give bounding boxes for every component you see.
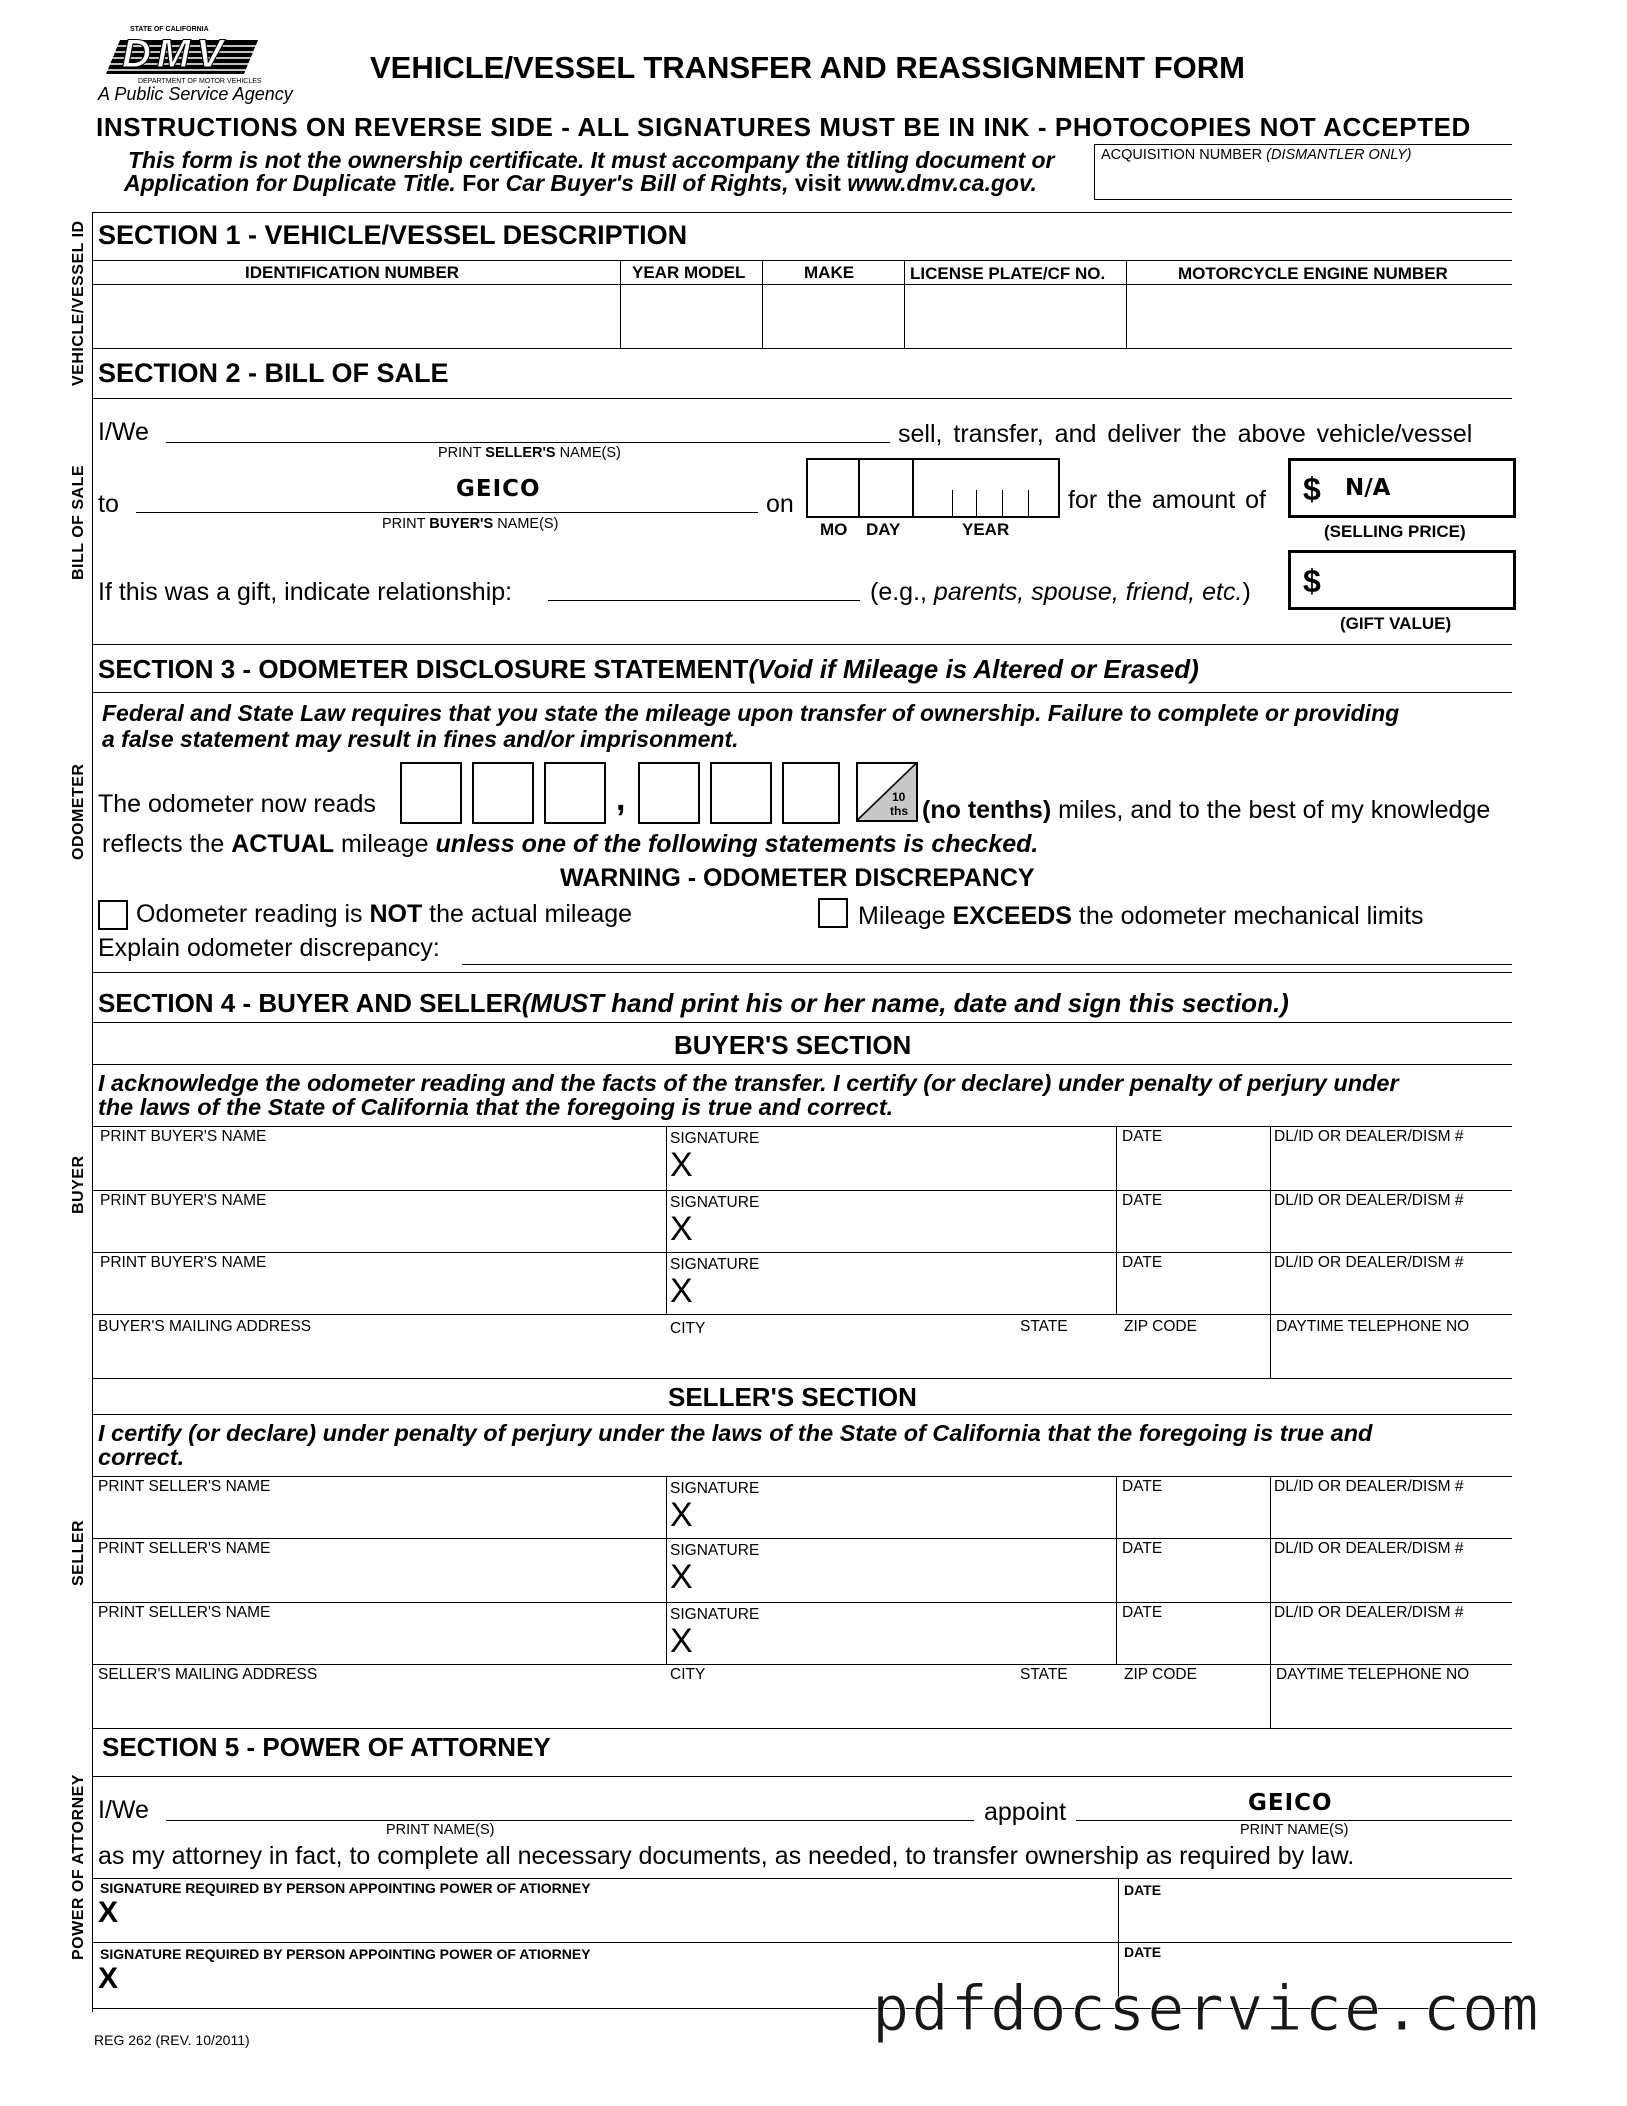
note-duplicate-title: Application for Duplicate Title. bbox=[124, 170, 456, 196]
zip-label: ZIP CODE bbox=[1124, 1318, 1197, 1335]
rule bbox=[92, 692, 1512, 693]
dl-label: DL/ID OR DEALER/DISM # bbox=[1274, 1604, 1464, 1621]
buyer-cert-line1: I acknowledge the odometer reading and the facts of the transfer. I certify (or declare) under penalty of perjury under bbox=[98, 1070, 1399, 1096]
odometer-digit-box[interactable] bbox=[472, 762, 534, 824]
opt2-b: EXCEEDS bbox=[952, 902, 1072, 930]
reflects-a: reflects the bbox=[102, 830, 232, 858]
exceeds-limits-label bbox=[858, 902, 1424, 931]
motorcycle-engine-input[interactable] bbox=[1128, 286, 1512, 346]
dl-label: DL/ID OR DEALER/DISM # bbox=[1274, 1128, 1464, 1145]
print-buyer-name-label: PRINT BUYER'S NAME bbox=[100, 1192, 267, 1209]
for-amount-text: for the amount of bbox=[1068, 486, 1267, 514]
ownership-note-1: This form is not the ownership certificate. It must accompany the titling document or bbox=[128, 147, 1055, 173]
rule bbox=[92, 1664, 1512, 1665]
section3-title bbox=[98, 654, 1199, 685]
sale-date-field[interactable] bbox=[806, 458, 1060, 518]
appointee-line[interactable] bbox=[1076, 1820, 1512, 1821]
ps-a: PRINT bbox=[438, 445, 486, 461]
col-divider bbox=[1116, 1476, 1117, 1664]
dl-label: DL/ID OR DEALER/DISM # bbox=[1274, 1192, 1464, 1209]
signature-label: SIGNATURE bbox=[670, 1130, 760, 1147]
odometer-warning: WARNING - ODOMETER DISCREPANCY bbox=[560, 864, 1035, 892]
signature-x: X bbox=[670, 1210, 693, 1248]
dollar-sign: $ bbox=[1303, 471, 1321, 507]
acquisition-label bbox=[1101, 147, 1411, 163]
selling-price-box[interactable] bbox=[1288, 458, 1516, 518]
rule bbox=[92, 644, 1512, 645]
opt1-b: NOT bbox=[369, 900, 423, 928]
poa-sig-label: SIGNATURE REQUIRED BY PERSON APPOINTING POWER OF ATIORNEY bbox=[100, 1880, 591, 1896]
odometer-digit-boxes[interactable] bbox=[400, 762, 840, 824]
odometer-digit-box[interactable] bbox=[782, 762, 840, 824]
side-label-vehicle: VEHICLE/VESSEL ID bbox=[70, 220, 87, 386]
poa-date-label: DATE bbox=[1124, 1882, 1162, 1898]
signature-x: X bbox=[670, 1558, 693, 1596]
gift-relationship-line[interactable] bbox=[548, 600, 860, 601]
signature-label: SIGNATURE bbox=[670, 1256, 760, 1273]
signature-label: SIGNATURE bbox=[670, 1542, 760, 1559]
rule bbox=[92, 348, 1512, 349]
opt1-a: Odometer reading is bbox=[136, 900, 370, 928]
tenths-top: 10 bbox=[892, 790, 906, 804]
section1-title: SECTION 1 - VEHICLE/VESSEL DESCRIPTION bbox=[98, 220, 688, 250]
no-tenths: (no tenths) bbox=[922, 796, 1052, 824]
opt2-a: Mileage bbox=[858, 902, 953, 930]
opt2-c: the odometer mechanical limits bbox=[1071, 902, 1424, 930]
col-make: MAKE bbox=[804, 263, 855, 282]
gift-example-text bbox=[870, 578, 1251, 607]
exceeds-limits-checkbox[interactable] bbox=[818, 898, 848, 928]
year-tick bbox=[976, 490, 977, 518]
signature-x: X bbox=[670, 1496, 693, 1534]
eg-c: ) bbox=[1242, 578, 1251, 606]
signature-x: X bbox=[670, 1146, 693, 1184]
poa-signature-x: X bbox=[98, 1896, 119, 1929]
rule bbox=[92, 1942, 1512, 1943]
side-label-buyer: BUYER bbox=[70, 1155, 87, 1214]
odometer-digit-box[interactable] bbox=[400, 762, 462, 824]
col-divider bbox=[762, 260, 763, 348]
signature-x: X bbox=[670, 1272, 693, 1310]
signature-label: SIGNATURE bbox=[670, 1480, 760, 1497]
rule bbox=[92, 260, 1512, 261]
date-label: DATE bbox=[1122, 1478, 1163, 1495]
instructions-line: INSTRUCTIONS ON REVERSE SIDE - ALL SIGNATURES MUST BE IN INK - PHOTOCOPIES NOT ACCEPTED bbox=[96, 112, 1471, 142]
col-divider bbox=[904, 260, 905, 348]
miles-knowledge-text bbox=[922, 796, 1490, 825]
note-bill-rights: Car Buyer's Bill of Rights, bbox=[505, 170, 789, 196]
not-actual-mileage-label bbox=[136, 900, 632, 929]
col-motorcycle-engine: MOTORCYCLE ENGINE NUMBER bbox=[1178, 264, 1448, 283]
logo-text: DMV bbox=[122, 32, 229, 76]
opt1-c: the actual mileage bbox=[422, 900, 633, 928]
seller-address-label: SELLER'S MAILING ADDRESS bbox=[98, 1666, 318, 1683]
attorney-in-fact-text: as my attorney in fact, to complete all necessary documents, as needed, to transfer ownership as required by law. bbox=[98, 1842, 1355, 1870]
date-label: DATE bbox=[1122, 1254, 1163, 1271]
buyer-address-label: BUYER'S MAILING ADDRESS bbox=[98, 1318, 312, 1335]
rule bbox=[92, 1190, 1512, 1191]
seller-cert-line1: I certify (or declare) under penalty of perjury under the laws of the State of California that the foregoing is true and bbox=[98, 1420, 1373, 1446]
dmv-website-link[interactable]: www.dmv.ca.gov. bbox=[847, 170, 1037, 196]
note-visit: visit bbox=[788, 170, 848, 196]
side-label-poa: POWER OF ATTORNEY bbox=[70, 1774, 87, 1960]
print-seller-name-label: PRINT SELLER'S NAME bbox=[98, 1604, 271, 1621]
rule bbox=[92, 1728, 1512, 1729]
rule bbox=[92, 1064, 1512, 1065]
dl-label: DL/ID OR DEALER/DISM # bbox=[1274, 1478, 1464, 1495]
eg-b: parents, spouse, friend, etc. bbox=[933, 578, 1243, 606]
buyers-section-heading: BUYER'S SECTION bbox=[674, 1030, 912, 1060]
print-buyer-label bbox=[382, 516, 558, 532]
state-label: STATE bbox=[1020, 1666, 1068, 1683]
odometer-digit-box[interactable] bbox=[638, 762, 700, 824]
rule bbox=[92, 1378, 1512, 1379]
buyer-name-line[interactable] bbox=[136, 512, 758, 513]
print-buyer-name-label: PRINT BUYER'S NAME bbox=[100, 1128, 267, 1145]
odometer-law-line2: a false statement may result in fines and/or imprisonment. bbox=[102, 726, 739, 752]
license-plate-input[interactable] bbox=[906, 286, 1124, 346]
reflects-d: unless one of the following statements is checked. bbox=[435, 830, 1039, 858]
logo-state-text: STATE OF CALIFORNIA bbox=[130, 26, 209, 33]
reflects-c: mileage bbox=[334, 830, 436, 858]
date-divider bbox=[858, 460, 860, 518]
reflects-text bbox=[102, 830, 1038, 859]
gift-dollar-sign: $ bbox=[1303, 563, 1321, 599]
col-divider bbox=[1116, 1126, 1117, 1314]
print-buyer-name-label: PRINT BUYER'S NAME bbox=[100, 1254, 267, 1271]
odometer-digit-box[interactable] bbox=[710, 762, 772, 824]
to-label: to bbox=[98, 490, 119, 518]
form-title: VEHICLE/VESSEL TRANSFER AND REASSIGNMENT FORM bbox=[370, 50, 1245, 85]
date-label: DATE bbox=[1122, 1604, 1163, 1621]
side-label-bill: BILL OF SALE bbox=[70, 464, 87, 580]
date-label: DATE bbox=[1122, 1540, 1163, 1557]
year-model-input[interactable] bbox=[622, 286, 760, 346]
odometer-law-line1: Federal and State Law requires that you state the mileage upon transfer of ownership. Failure to complete or providing bbox=[102, 700, 1400, 726]
col-year-model: YEAR MODEL bbox=[632, 263, 746, 282]
col-license-plate: LICENSE PLATE/CF NO. bbox=[910, 264, 1106, 283]
pb-c: NAME(S) bbox=[493, 516, 559, 532]
make-input[interactable] bbox=[764, 286, 902, 346]
col-divider bbox=[620, 260, 621, 348]
phone-label: DAYTIME TELEPHONE NO bbox=[1276, 1318, 1470, 1335]
selling-price-label: (SELLING PRICE) bbox=[1324, 522, 1466, 541]
pb-a: PRINT bbox=[382, 516, 430, 532]
print-seller-name-label: PRINT SELLER'S NAME bbox=[98, 1540, 271, 1557]
acquisition-number-field[interactable] bbox=[1094, 144, 1512, 200]
note-for: For bbox=[455, 170, 506, 196]
rule bbox=[92, 1476, 1512, 1477]
iwe-label: I/We bbox=[98, 418, 149, 446]
rule bbox=[92, 1314, 1512, 1315]
ps-b: SELLER'S bbox=[485, 445, 556, 461]
print-seller-name-label: PRINT SELLER'S NAME bbox=[98, 1478, 271, 1495]
year-label: YEAR bbox=[962, 520, 1010, 539]
rule bbox=[92, 1022, 1512, 1023]
acquisition-label-text: ACQUISITION NUMBER bbox=[1101, 147, 1263, 163]
dmv-logo bbox=[98, 26, 268, 88]
odometer-digit-box[interactable] bbox=[544, 762, 606, 824]
rule bbox=[92, 212, 1512, 213]
odometer-reads-text: The odometer now reads bbox=[98, 790, 376, 818]
dl-label: DL/ID OR DEALER/DISM # bbox=[1274, 1540, 1464, 1557]
tenths-box bbox=[856, 762, 918, 822]
section4-title bbox=[98, 988, 1289, 1019]
gift-value-label: (GIFT VALUE) bbox=[1340, 614, 1452, 633]
acquisition-sub: (DISMANTLER ONLY) bbox=[1266, 147, 1412, 163]
mo-label: MO bbox=[820, 520, 848, 539]
print-seller-label bbox=[438, 445, 621, 461]
poa-signature-x: X bbox=[98, 1962, 119, 1995]
s4-title-main: SECTION 4 - BUYER AND SELLER bbox=[98, 988, 522, 1018]
zip-label: ZIP CODE bbox=[1124, 1666, 1197, 1683]
s4-title-italic: (MUST hand print his or her name, date and sign this section.) bbox=[521, 988, 1289, 1018]
col-divider bbox=[1126, 260, 1127, 348]
section5-title: SECTION 5 - POWER OF ATTORNEY bbox=[102, 1732, 551, 1762]
ownership-note-2 bbox=[124, 170, 1037, 197]
state-label: STATE bbox=[1020, 1318, 1068, 1335]
col-divider bbox=[666, 1476, 667, 1664]
rule bbox=[92, 1414, 1512, 1415]
year-tick bbox=[952, 490, 953, 518]
ps-c: NAME(S) bbox=[555, 445, 621, 461]
rule bbox=[92, 1776, 1512, 1777]
logo-dept-text: DEPARTMENT OF MOTOR VEHICLES bbox=[138, 78, 262, 85]
city-label: CITY bbox=[670, 1666, 706, 1683]
rule bbox=[92, 1602, 1512, 1603]
seller-cert-line2: correct. bbox=[98, 1444, 185, 1470]
rule bbox=[92, 398, 1512, 399]
agency-text: A Public Service Agency bbox=[98, 84, 293, 104]
poa-date-label: DATE bbox=[1124, 1944, 1162, 1960]
section2-title: SECTION 2 - BILL OF SALE bbox=[98, 358, 449, 388]
buyer-name-value[interactable]: GEICO bbox=[456, 476, 541, 502]
reflects-b: ACTUAL bbox=[231, 830, 334, 858]
watermark: pdfdocservice.com bbox=[872, 1972, 1541, 2045]
poa-sig-label: SIGNATURE REQUIRED BY PERSON APPOINTING POWER OF ATIORNEY bbox=[100, 1946, 591, 1962]
year-tick bbox=[1002, 490, 1003, 518]
poa-print-names-label-2: PRINT NAME(S) bbox=[1240, 1822, 1349, 1838]
not-actual-mileage-checkbox[interactable] bbox=[98, 900, 128, 930]
poa-iwe-label: I/We bbox=[98, 1796, 149, 1824]
date-divider bbox=[912, 460, 914, 518]
miles-text: miles, and to the best of my knowledge bbox=[1051, 796, 1491, 824]
rule bbox=[92, 284, 1512, 285]
col-identification-number: IDENTIFICATION NUMBER bbox=[245, 263, 460, 282]
date-label: DATE bbox=[1122, 1192, 1163, 1209]
phone-label: DAYTIME TELEPHONE NO bbox=[1276, 1666, 1470, 1683]
poa-grantor-line[interactable] bbox=[166, 1820, 974, 1821]
col-divider bbox=[666, 1126, 667, 1314]
rule bbox=[92, 1126, 1512, 1127]
explain-discrepancy-label: Explain odometer discrepancy: bbox=[98, 934, 440, 962]
left-margin-rule bbox=[92, 212, 93, 2012]
day-label: DAY bbox=[866, 520, 901, 539]
rule bbox=[92, 1878, 1512, 1879]
selling-price-value: N/A bbox=[1345, 475, 1391, 501]
rule bbox=[92, 972, 1512, 973]
appoint-label: appoint bbox=[984, 1798, 1067, 1826]
explain-discrepancy-line[interactable] bbox=[462, 964, 1512, 965]
sell-transfer-text: sell, transfer, and deliver the above vehicle/vessel bbox=[898, 420, 1473, 448]
dl-label: DL/ID OR DEALER/DISM # bbox=[1274, 1254, 1464, 1271]
buyer-cert-line2: the laws of the State of California that the foregoing is true and correct. bbox=[98, 1094, 894, 1120]
seller-name-line[interactable] bbox=[166, 442, 890, 443]
col-divider bbox=[1270, 1476, 1271, 1728]
gift-value-box[interactable] bbox=[1288, 550, 1516, 610]
gift-relationship-text: If this was a gift, indicate relationship: bbox=[98, 578, 513, 606]
on-label: on bbox=[766, 490, 794, 518]
sellers-section-heading: SELLER'S SECTION bbox=[668, 1382, 917, 1412]
s3-title-italic: (Void if Mileage is Altered or Erased) bbox=[748, 654, 1199, 684]
tenths-bottom: ths bbox=[890, 804, 908, 818]
side-label-odometer: ODOMETER bbox=[70, 763, 87, 860]
rule bbox=[92, 1252, 1512, 1253]
city-label: CITY bbox=[670, 1320, 706, 1337]
pb-b: BUYER'S bbox=[429, 516, 494, 532]
date-label: DATE bbox=[1122, 1128, 1163, 1145]
signature-label: SIGNATURE bbox=[670, 1194, 760, 1211]
odometer-comma: , bbox=[616, 780, 626, 818]
side-label-seller: SELLER bbox=[70, 1519, 87, 1586]
year-tick bbox=[1028, 490, 1029, 518]
signature-label: SIGNATURE bbox=[670, 1606, 760, 1623]
appointee-value[interactable]: GEICO bbox=[1248, 1790, 1333, 1816]
eg-a: (e.g., bbox=[870, 578, 934, 606]
signature-x: X bbox=[670, 1622, 693, 1660]
col-divider bbox=[1270, 1126, 1271, 1378]
rule bbox=[92, 1538, 1512, 1539]
poa-print-names-label: PRINT NAME(S) bbox=[386, 1822, 495, 1838]
form-number: REG 262 (REV. 10/2011) bbox=[94, 2032, 250, 2048]
identification-number-input[interactable] bbox=[94, 286, 618, 346]
s3-title-main: SECTION 3 - ODOMETER DISCLOSURE STATEMENT bbox=[98, 654, 749, 684]
